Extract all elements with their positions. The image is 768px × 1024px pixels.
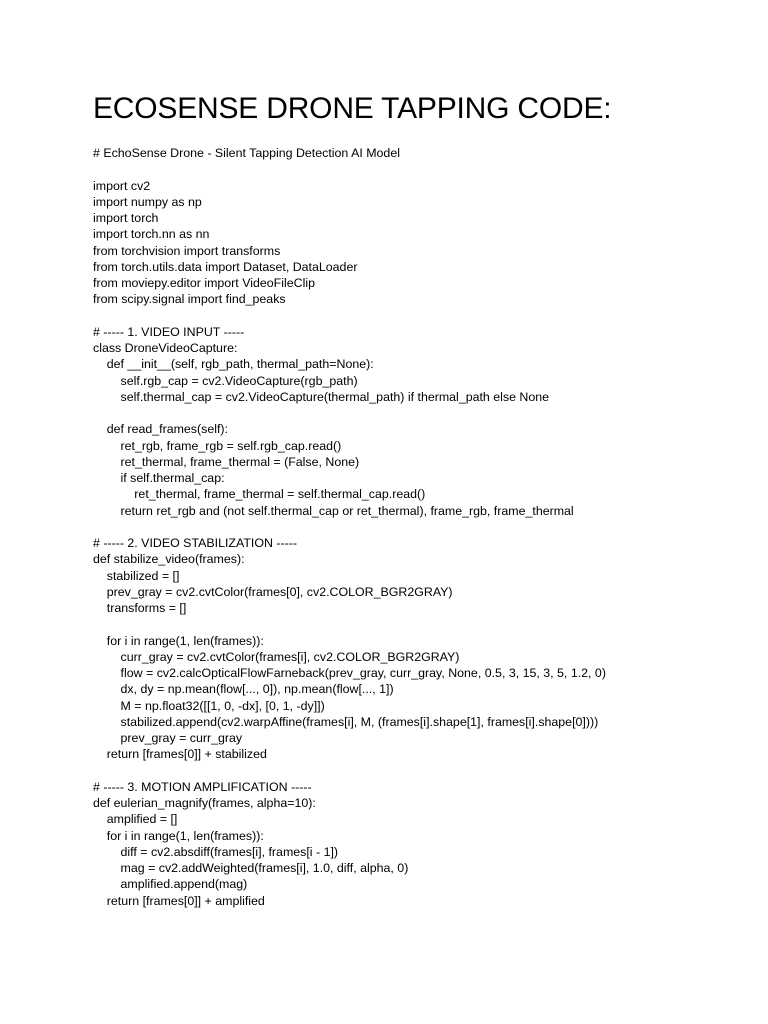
- code-line: stabilized.append(cv2.warpAffine(frames[i], M, (frames[i].shape[1], frames[i].shape[0]))): [93, 714, 599, 729]
- code-line: if self.thermal_cap:: [93, 471, 225, 485]
- code-listing: [93, 145, 753, 909]
- code-line: def __init__(self, rgb_path, thermal_path=None):: [93, 357, 374, 372]
- code-line: diff = cv2.absdiff(frames[i], frames[i - 1]): [93, 844, 339, 859]
- code-line: def stabilize_video(frames):: [93, 552, 245, 567]
- code-line: import torch.nn as nn: [93, 227, 210, 242]
- code-line: [93, 308, 753, 324]
- code-line: return [frames[0]] + stabilized: [93, 747, 267, 762]
- code-line: mag = cv2.addWeighted(frames[i], 1.0, diff, alpha, 0): [93, 861, 409, 875]
- code-line: amplified = []: [93, 812, 178, 827]
- code-line: curr_gray = cv2.cvtColor(frames[i], cv2.COLOR_BGR2GRAY): [93, 649, 460, 664]
- code-line: amplified.append(mag): [93, 877, 248, 892]
- code-line: # ----- 1. VIDEO INPUT -----: [93, 324, 245, 339]
- code-line: self.thermal_cap = cv2.VideoCapture(thermal_path) if thermal_path else None: [93, 389, 550, 404]
- code-line: stabilized = []: [93, 568, 180, 583]
- code-line: # EchoSense Drone - Silent Tapping Detection AI Model: [93, 146, 400, 160]
- code-line: import cv2: [93, 178, 151, 193]
- code-line: return [frames[0]] + amplified: [93, 893, 265, 908]
- code-line: ret_rgb, frame_rgb = self.rgb_cap.read(): [93, 438, 342, 453]
- code-line: return ret_rgb and (not self.thermal_cap or ret_thermal), frame_rgb, frame_thermal: [93, 503, 574, 518]
- code-line: [93, 519, 753, 535]
- document-title: ECOSENSE DRONE TAPPING CODE:: [93, 92, 612, 125]
- code-line: [93, 763, 753, 779]
- code-line: class DroneVideoCapture:: [93, 341, 238, 355]
- code-line: from torch.utils.data import Dataset, DataLoader: [93, 259, 358, 274]
- code-line: import numpy as np: [93, 194, 202, 209]
- code-line: from torchvision import transforms: [93, 243, 281, 258]
- code-line: transforms = []: [93, 601, 187, 615]
- code-line: def eulerian_magnify(frames, alpha=10):: [93, 796, 316, 810]
- code-line: for i in range(1, len(frames)):: [93, 828, 264, 843]
- code-line: ret_thermal, frame_thermal = self.thermal_cap.read(): [93, 487, 426, 502]
- code-line: self.rgb_cap = cv2.VideoCapture(rgb_path): [93, 373, 358, 388]
- code-line: from scipy.signal import find_peaks: [93, 292, 286, 307]
- code-line: [93, 405, 753, 421]
- code-line: M = np.float32([[1, 0, -dx], [0, 1, -dy]]): [93, 698, 325, 713]
- code-line: ret_thermal, frame_thermal = (False, None): [93, 454, 360, 469]
- code-line: from moviepy.editor import VideoFileClip: [93, 276, 315, 290]
- code-line: import torch: [93, 211, 159, 225]
- code-line: def read_frames(self):: [93, 422, 228, 437]
- code-line: [93, 616, 753, 632]
- code-line: dx, dy = np.mean(flow[..., 0]), np.mean(flow[..., 1]): [93, 682, 394, 697]
- code-line: # ----- 3. MOTION AMPLIFICATION -----: [93, 779, 312, 794]
- code-line: for i in range(1, len(frames)):: [93, 633, 264, 648]
- code-line: flow = cv2.calcOpticalFlowFarneback(prev_gray, curr_gray, None, 0.5, 3, 15, 3, 5, 1.2, 0): [93, 666, 606, 680]
- code-line: [93, 161, 753, 177]
- code-line: prev_gray = curr_gray: [93, 731, 243, 745]
- code-line: # ----- 2. VIDEO STABILIZATION -----: [93, 536, 297, 550]
- code-line: prev_gray = cv2.cvtColor(frames[0], cv2.COLOR_BGR2GRAY): [93, 584, 453, 599]
